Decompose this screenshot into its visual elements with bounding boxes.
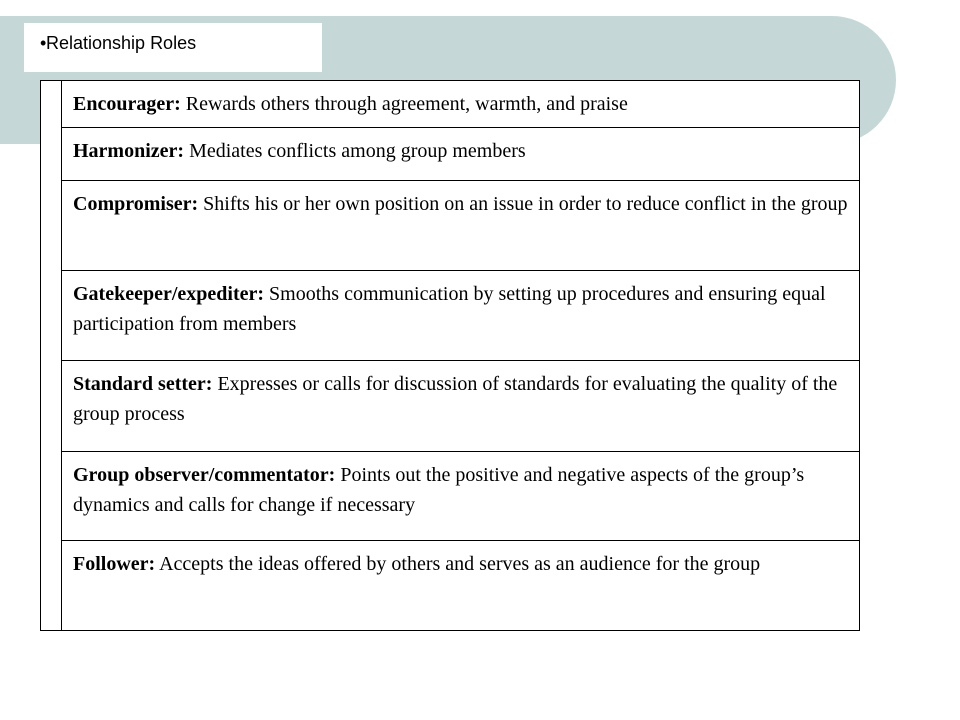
role-description: Mediates conflicts among group members [189,140,526,162]
table-row [62,127,859,180]
role-name: Follower: [73,553,156,575]
slide-title: Relationship Roles [46,33,197,53]
bullet-marker: • [40,33,47,53]
table-row [62,451,859,540]
role-description: Shifts his or her own position on an issue in order to reduce conflict in the group [203,193,848,215]
role-description: Smooths communication by setting up procedures and ensuring equal participation from members [73,283,826,335]
table-row [62,540,859,630]
role-name: Standard setter: [73,373,213,395]
role-name: Encourager: [73,93,181,115]
role-name: Group observer/commentator: [73,464,336,486]
role-description: Expresses or calls for discussion of standards for evaluating the quality of the group process [73,373,838,425]
table-row [62,270,859,360]
table-row [62,360,859,451]
role-description: Rewards others through agreement, warmth, and praise [185,93,628,115]
role-name: Gatekeeper/expediter: [73,283,265,305]
role-description: Points out the positive and negative aspects of the group’s dynamics and calls for change if necessary [73,464,805,516]
role-description: Accepts the ideas offered by others and serves as an audience for the group [159,553,761,575]
role-name: Compromiser: [73,193,199,215]
table-left-column [41,81,62,630]
table-row [62,81,859,127]
role-name: Harmonizer: [73,140,185,162]
roles-table [40,80,860,631]
table-row [62,180,859,270]
slide-title-box [24,23,322,72]
